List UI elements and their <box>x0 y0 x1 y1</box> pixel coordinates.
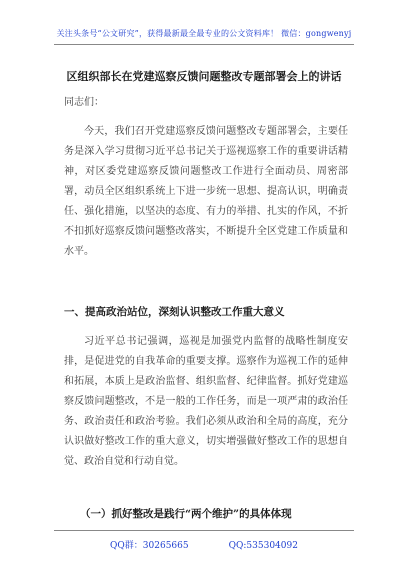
section-heading-1: 一、提高政治站位，深刻认识整改工作重大意义 <box>64 306 285 318</box>
header-divider <box>54 44 354 45</box>
footer-divider <box>54 530 354 531</box>
body-paragraph-2: 习近平总书记强调，巡视是加强党内监督的战略性制度安排，是促进党的自我革命的重要支撑。巡察作为巡视工作的延伸和拓展，本质上是政治监督、组织监督、纪律监督。抓好党建巡察反馈问题整改，不是一般的工作任务，而是一项严肃的政治任务、政治责任和政治考验。我们必须从政治和全局的高度，充分认识做好整改工作的重大意义，切实增强做好整改工作的思想自觉、政治自觉和行动自觉。 <box>64 336 348 467</box>
subsection-heading-1: （一）抓好整改是践行“两个维护”的具体体现 <box>80 508 292 520</box>
salutation: 同志们： <box>64 97 104 108</box>
footer <box>0 538 408 551</box>
header-banner: 关注头条号“公文研究”，获得最新最全最专业的公文资料库！ 微信：gongwenyj <box>56 29 352 38</box>
document-title: 区组织部长在党建巡察反馈问题整改专题部署会上的讲话 <box>66 70 342 83</box>
body-paragraph-1: 今天，我们召开党建巡察反馈问题整改专题部署会，主要任务是深入学习贯彻习近平总书记关于巡视巡察工作的重要讲话精神，对区委党建巡察反馈问题整改工作进行全面动员、周密部署，动员全区组织系统上下进一步统一思想、提高认识，明确责任、强化措施，以坚决的态度、有力的举措、扎实的作风，不折不扣抓好巡察反馈问题整改落实，不断提升全区党建工作质量和水平。 <box>64 126 348 257</box>
footer-qq-group: QQ群：30265665 <box>110 541 189 551</box>
footer-qq-number: QQ:535304092 <box>228 541 298 551</box>
